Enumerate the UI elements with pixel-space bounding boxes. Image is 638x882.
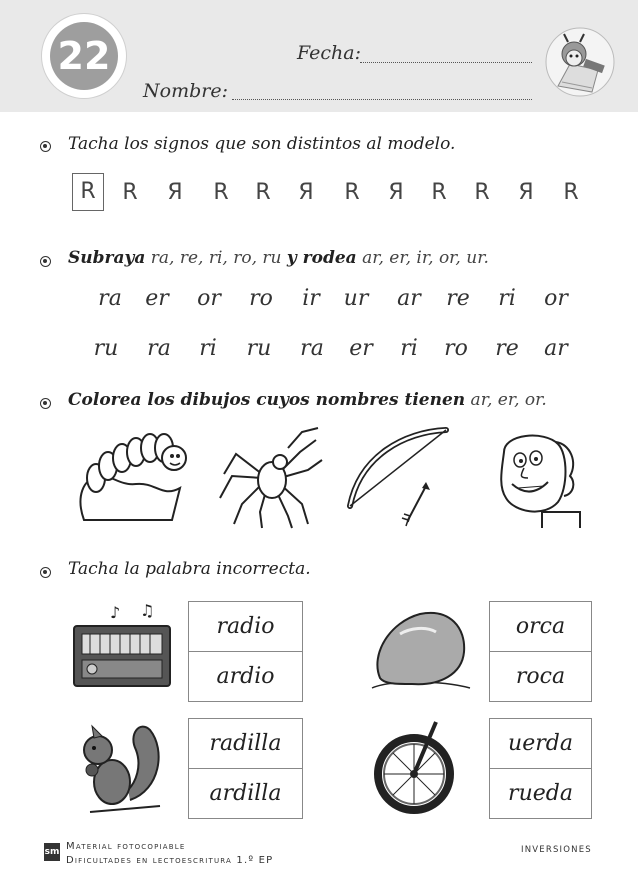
syllable-r2-1[interactable]: ru [93,336,119,361]
exercise3-instruction [68,390,547,410]
caterpillar-icon[interactable] [76,428,188,524]
word-roca: roca [515,664,566,689]
bullet-3 [40,398,51,409]
nombre-field[interactable] [232,98,532,100]
exercise1-instruction: Tacha los signos que son distintos al modelo. [68,134,456,154]
word-radilla: radilla [209,731,282,756]
colorea-list: ar, er, or. [465,390,547,410]
syllable-r2-7[interactable]: ri [400,336,418,361]
sign-9[interactable]: R [474,180,490,205]
colorea-text: Colorea los dibujos cuyos nombres tienen [68,390,466,410]
bullet-4 [40,567,51,578]
radio-icon [70,601,176,690]
syllable-r1-5[interactable]: ir [302,286,320,311]
sign-7[interactable]: Я [388,180,404,205]
svg-text:♫: ♫ [140,601,155,620]
word-box-squirrel-top[interactable] [188,718,303,769]
word-box-rock-bottom[interactable] [489,651,592,702]
syllable-r2-9[interactable]: re [495,336,519,361]
syllable-r2-4[interactable]: ru [246,336,272,361]
sign-3[interactable]: R [213,180,229,205]
sign-11[interactable]: R [563,180,579,205]
syllable-r1-8[interactable]: re [446,286,470,311]
fecha-field[interactable] [360,61,532,63]
bullet-1 [40,141,51,152]
syllable-r2-2[interactable]: ra [147,336,171,361]
footer-line1: Material fotocopiable [66,841,186,852]
syllable-r1-7[interactable]: ar [397,286,421,311]
wheel-icon [370,718,466,816]
footer-section: INVERSIONES [521,845,592,855]
publisher-logo: sm [44,843,60,861]
squirrel-icon [70,720,166,816]
syllable-r1-4[interactable]: ro [249,286,273,311]
syllable-r1-3[interactable]: or [197,286,221,311]
subraya-text: Subraya [68,248,146,268]
mascot-icon [540,26,618,98]
worksheet-number: 22 [50,22,118,90]
sign-10[interactable]: Я [518,180,534,205]
model-sign: R [72,173,104,211]
rodea-text: y rodea [286,248,357,268]
syllable-r1-9[interactable]: ri [498,286,516,311]
spider-icon[interactable] [218,424,326,528]
exercise4-instruction: Tacha la palabra incorrecta. [68,559,311,579]
nombre-label: Nombre: [143,80,228,102]
sign-8[interactable]: R [431,180,447,205]
word-ardilla: ardilla [209,781,282,806]
svg-text:♪: ♪ [110,603,121,622]
sign-6[interactable]: R [344,180,360,205]
syllable-r2-10[interactable]: ar [544,336,568,361]
word-ardio: ardio [216,664,275,689]
sign-5[interactable]: Я [298,180,314,205]
rodea-list: ar, er, ir, or, ur. [356,248,489,268]
syllable-r2-3[interactable]: ri [199,336,217,361]
fecha-label: Fecha: [297,42,361,64]
word-box-wheel-top[interactable] [489,718,592,769]
word-box-wheel-bottom[interactable] [489,768,592,819]
sign-4[interactable]: R [255,180,271,205]
syllable-r2-8[interactable]: ro [444,336,468,361]
syllable-r2-6[interactable]: er [349,336,373,361]
face-icon[interactable] [484,428,584,528]
sign-1[interactable]: R [122,180,138,205]
syllable-r1-6[interactable]: ur [343,286,369,311]
word-box-squirrel-bottom[interactable] [188,768,303,819]
word-uerda: uerda [508,731,573,756]
footer-line2: Dificultades en lectoescritura 1.º EP [66,855,274,866]
exercise2-instruction [68,248,489,268]
bow-arrow-icon[interactable] [344,426,452,526]
sign-2[interactable]: Я [167,180,183,205]
subraya-list: ra, re, ri, ro, ru [145,248,287,268]
word-orca: orca [515,614,566,639]
word-box-radio-bottom[interactable] [188,651,303,702]
syllable-r1-1[interactable]: ra [98,286,122,311]
word-rueda: rueda [508,781,573,806]
rock-icon [370,604,472,694]
word-radio: radio [216,614,275,639]
word-box-radio-top[interactable] [188,601,303,652]
word-box-rock-top[interactable] [489,601,592,652]
syllable-r2-5[interactable]: ra [300,336,324,361]
syllable-r1-2[interactable]: er [145,286,169,311]
syllable-r1-10[interactable]: or [544,286,568,311]
bullet-2 [40,256,51,267]
